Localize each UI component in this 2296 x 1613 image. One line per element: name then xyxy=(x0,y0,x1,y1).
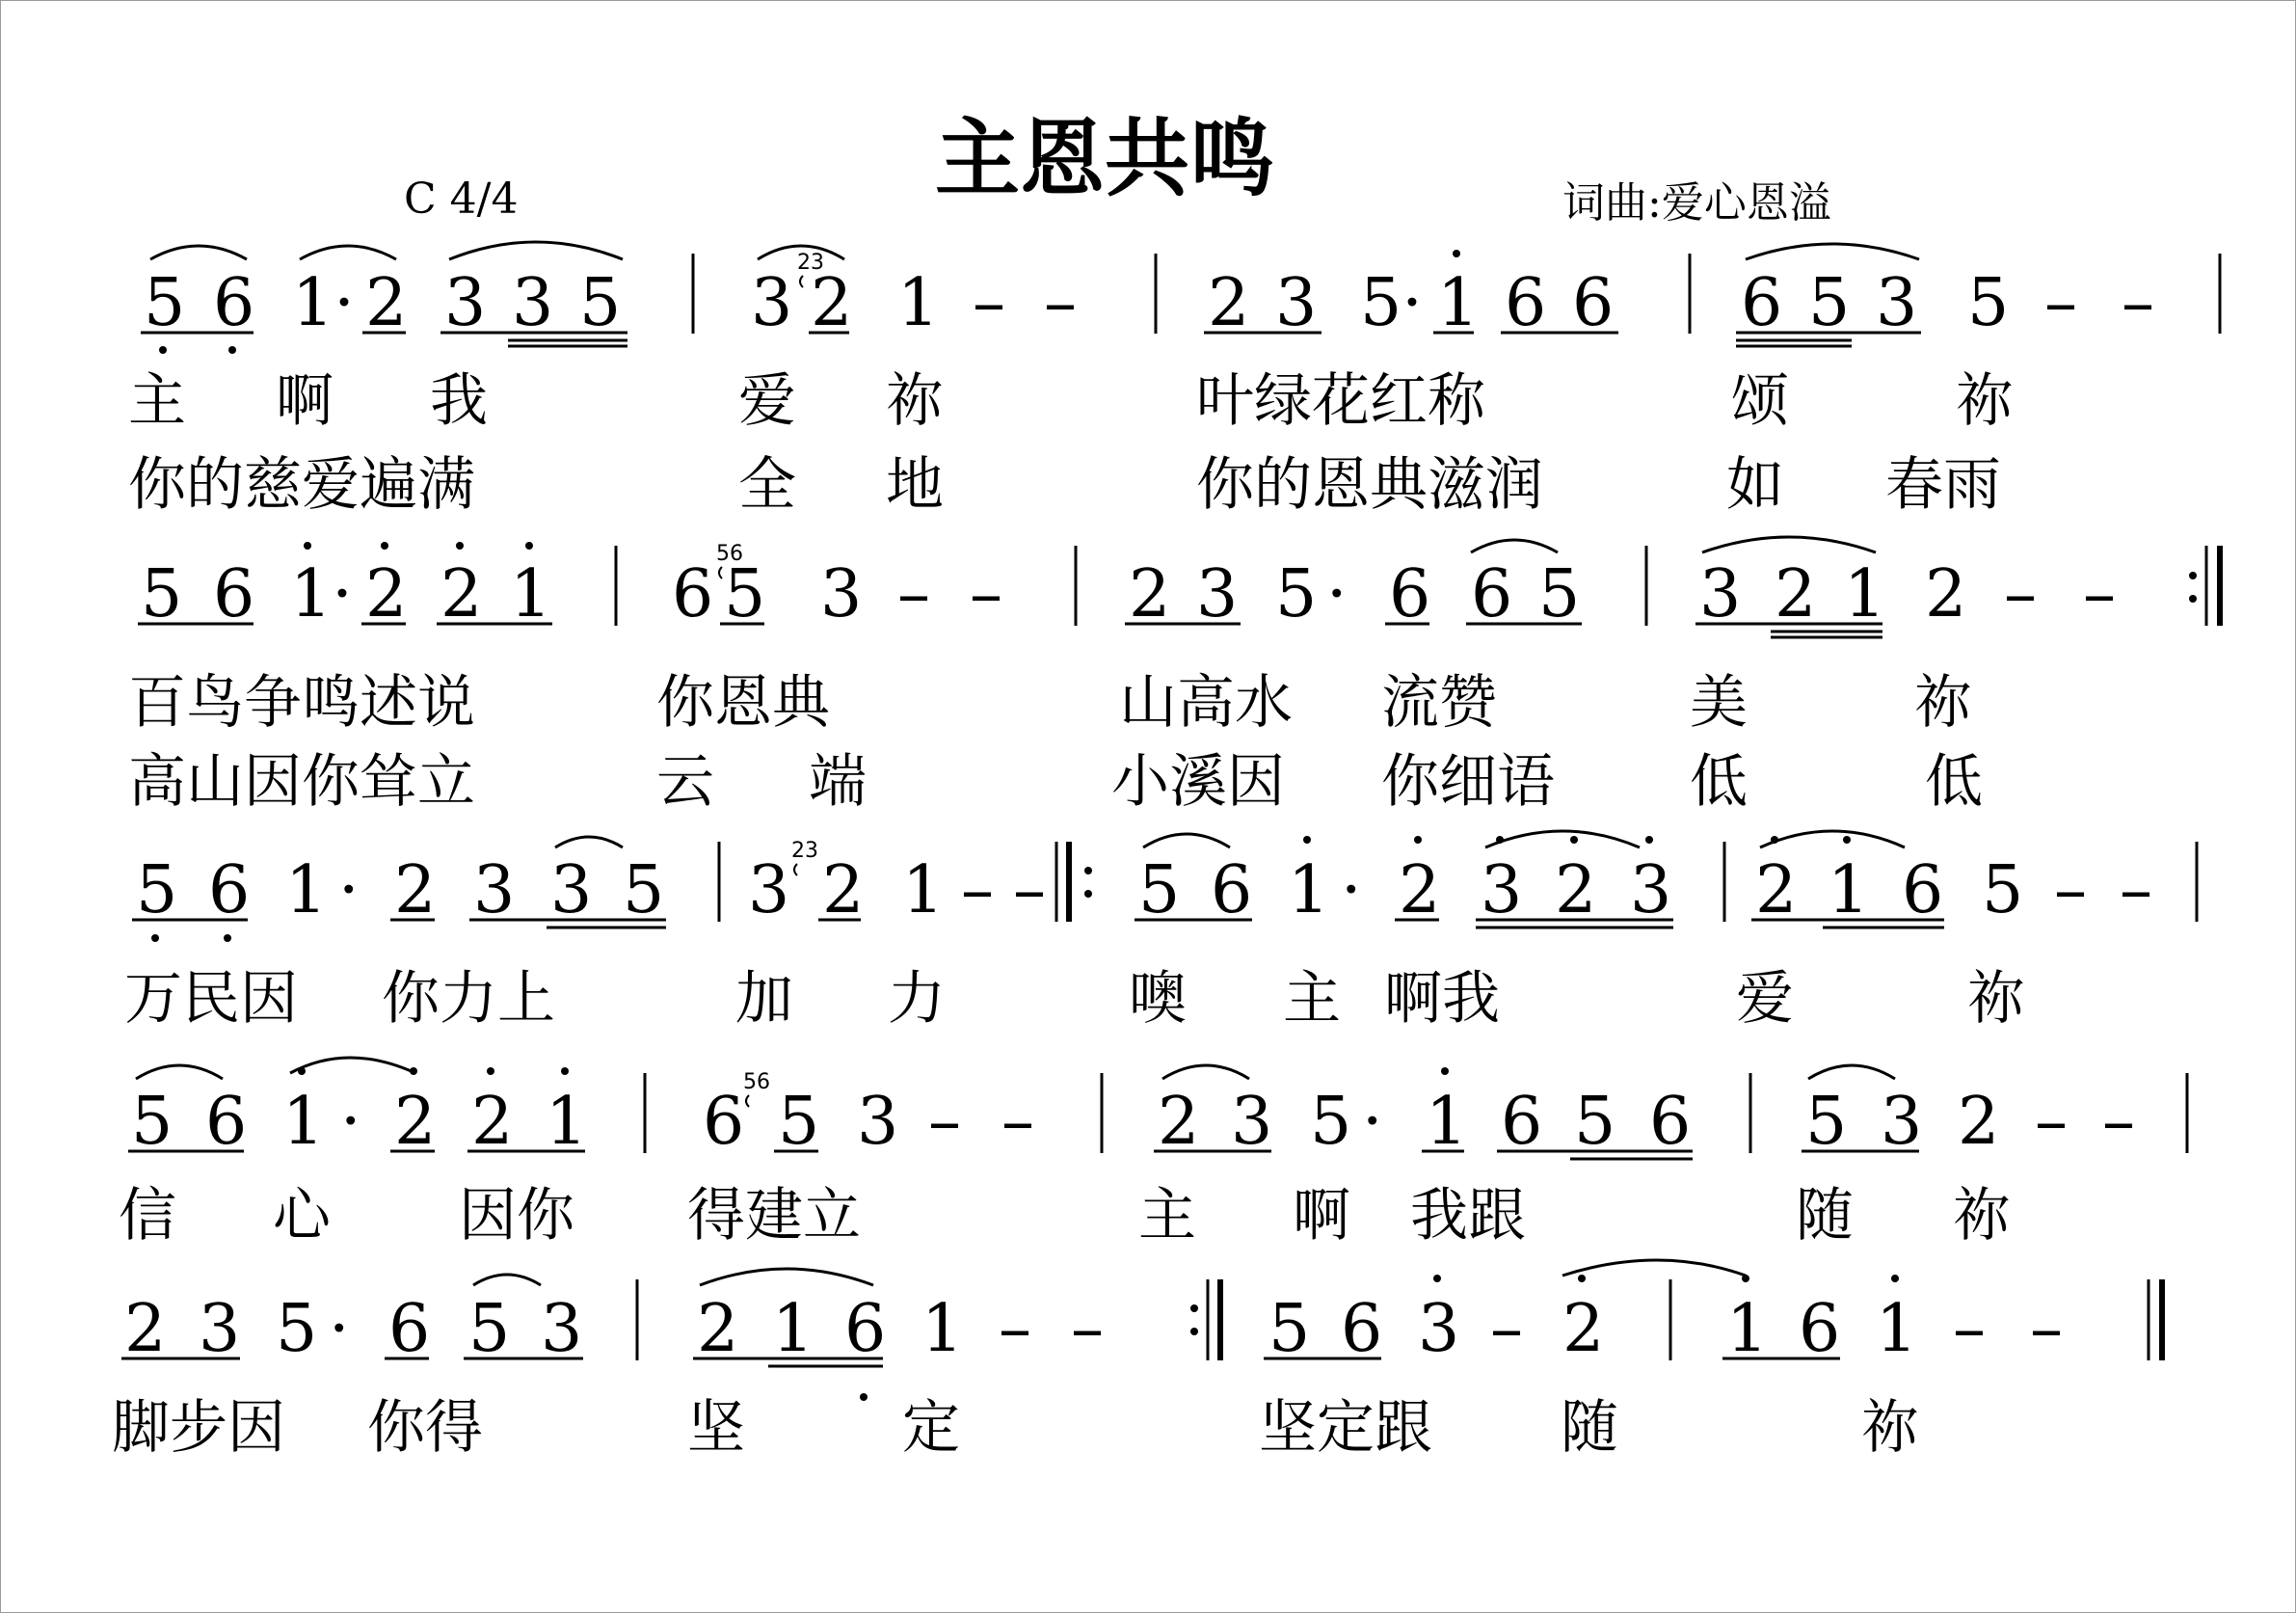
svg-text:–: – xyxy=(2004,556,2037,632)
svg-text:6: 6 xyxy=(703,1084,745,1160)
page-title: 主恩共鸣 xyxy=(934,108,1275,208)
svg-text:2: 2 xyxy=(394,852,437,928)
svg-text:–: – xyxy=(1044,265,1077,341)
svg-text:你的恩典滋润: 你的恩典滋润 xyxy=(1196,451,1543,519)
svg-text:全: 全 xyxy=(738,451,796,519)
svg-text:主: 主 xyxy=(128,367,186,435)
lyrics-row-5 xyxy=(112,1394,1919,1462)
svg-text:23: 23 xyxy=(797,251,824,275)
svg-text:美: 美 xyxy=(1690,669,1748,737)
svg-text:2: 2 xyxy=(1399,852,1441,928)
svg-text:2: 2 xyxy=(1755,852,1798,928)
svg-text:主: 主 xyxy=(1138,1182,1196,1250)
svg-text:1·: 1· xyxy=(292,265,355,341)
svg-text:低: 低 xyxy=(1925,748,1983,816)
svg-text:我: 我 xyxy=(430,367,488,435)
svg-text:2: 2 xyxy=(1129,556,1171,632)
svg-text:地: 地 xyxy=(886,451,944,519)
svg-text:2: 2 xyxy=(471,1084,514,1160)
svg-text:5: 5 xyxy=(623,852,665,928)
svg-text:祢: 祢 xyxy=(886,367,944,435)
lyrics-row-1a xyxy=(128,367,2014,435)
svg-text:祢: 祢 xyxy=(1914,669,1972,737)
svg-text:5: 5 xyxy=(1808,265,1851,341)
svg-text:5: 5 xyxy=(724,556,766,632)
svg-text:如: 如 xyxy=(1726,451,1784,519)
svg-text:2: 2 xyxy=(1958,1084,2000,1160)
svg-text:56: 56 xyxy=(743,1070,770,1094)
svg-text:–: – xyxy=(2044,265,2077,341)
svg-text:–: – xyxy=(2122,265,2154,341)
svg-text:1: 1 xyxy=(897,265,940,341)
svg-text:–: – xyxy=(1953,1291,1986,1367)
system-5 xyxy=(112,1260,2162,1462)
svg-text:5: 5 xyxy=(131,1084,174,1160)
lyrics-row-4 xyxy=(119,1182,2011,1250)
svg-text:5: 5 xyxy=(136,852,178,928)
svg-text:23: 23 xyxy=(791,839,818,863)
svg-text:因你: 因你 xyxy=(459,1182,574,1250)
svg-text:云: 云 xyxy=(656,748,714,816)
lyrics-row-3 xyxy=(124,965,2025,1033)
svg-text:定: 定 xyxy=(902,1394,960,1462)
svg-text:1: 1 xyxy=(1828,852,1870,928)
system-2 xyxy=(128,537,2220,816)
svg-text:1: 1 xyxy=(772,1291,814,1367)
svg-text:–: – xyxy=(2035,1084,2068,1160)
svg-text:祢: 祢 xyxy=(1967,965,2025,1033)
svg-text:–: – xyxy=(970,556,1002,632)
svg-text:5: 5 xyxy=(778,1084,820,1160)
svg-text:·: · xyxy=(1341,852,1362,928)
svg-text:主: 主 xyxy=(1283,965,1341,1033)
svg-text:啊: 啊 xyxy=(276,367,334,435)
svg-text:–: – xyxy=(1071,1291,1104,1367)
svg-text:2: 2 xyxy=(697,1291,739,1367)
svg-text:1·: 1· xyxy=(290,556,353,632)
svg-text:·: · xyxy=(1326,556,1348,632)
svg-text:你的慈爱遍满: 你的慈爱遍满 xyxy=(128,451,475,519)
svg-text:6: 6 xyxy=(1741,265,1783,341)
svg-text:–: – xyxy=(1490,1291,1523,1367)
svg-text:你恩典: 你恩典 xyxy=(656,669,830,737)
svg-text:1: 1 xyxy=(921,1291,964,1367)
svg-text:山高水: 山高水 xyxy=(1119,669,1293,737)
svg-text:春雨: 春雨 xyxy=(1885,451,2001,519)
svg-text:流赞: 流赞 xyxy=(1381,669,1497,737)
svg-text:叶绿花红称: 叶绿花红称 xyxy=(1196,367,1485,435)
system-4 xyxy=(119,1058,2187,1250)
svg-text:6: 6 xyxy=(1471,556,1513,632)
lyrics-row-2a xyxy=(128,669,1972,737)
svg-text:6: 6 xyxy=(1572,265,1615,341)
svg-text:5: 5 xyxy=(1538,556,1581,632)
svg-text:2: 2 xyxy=(1562,1291,1605,1367)
svg-text:6: 6 xyxy=(1501,1084,1543,1160)
svg-text:万民因: 万民因 xyxy=(124,965,298,1033)
svg-text:1: 1 xyxy=(1726,1291,1769,1367)
svg-text:爱: 爱 xyxy=(738,367,796,435)
svg-text:3: 3 xyxy=(550,852,593,928)
svg-text:1: 1 xyxy=(546,1084,588,1160)
svg-text:1: 1 xyxy=(1437,265,1480,341)
note-row-1 xyxy=(144,265,2154,341)
svg-text:6: 6 xyxy=(1649,1084,1692,1160)
svg-text:6: 6 xyxy=(844,1291,887,1367)
svg-text:1: 1 xyxy=(282,1084,325,1160)
svg-text:2: 2 xyxy=(1775,556,1817,632)
note-row-4 xyxy=(131,1084,2135,1160)
svg-text:1: 1 xyxy=(1876,1291,1918,1367)
svg-text:啊我: 啊我 xyxy=(1384,965,1500,1033)
svg-text:–: – xyxy=(897,556,930,632)
svg-text:小溪因: 小溪因 xyxy=(1111,748,1285,816)
svg-text:6: 6 xyxy=(205,1084,248,1160)
svg-text:–: – xyxy=(1001,1084,1034,1160)
svg-text:心: 心 xyxy=(273,1182,331,1250)
svg-text:6: 6 xyxy=(1341,1291,1383,1367)
svg-text:6: 6 xyxy=(672,556,714,632)
svg-text:3: 3 xyxy=(512,265,554,341)
svg-text:5: 5 xyxy=(468,1291,511,1367)
svg-text:–: – xyxy=(1013,852,1046,928)
svg-text:脚步因: 脚步因 xyxy=(112,1394,285,1462)
svg-text:你力上: 你力上 xyxy=(382,965,555,1033)
svg-text:3: 3 xyxy=(1196,556,1239,632)
svg-text:我跟: 我跟 xyxy=(1410,1182,1526,1250)
svg-text:6: 6 xyxy=(213,556,255,632)
note-row-5 xyxy=(124,1291,2063,1367)
svg-text:–: – xyxy=(999,1291,1031,1367)
svg-text:5: 5 xyxy=(141,556,183,632)
svg-text:3: 3 xyxy=(1876,265,1918,341)
svg-text:–: – xyxy=(2102,1084,2135,1160)
svg-text:5·: 5· xyxy=(1360,265,1423,341)
svg-text:6: 6 xyxy=(1902,852,1944,928)
svg-text:5: 5 xyxy=(144,265,186,341)
svg-text:端: 端 xyxy=(809,748,867,816)
svg-text:5: 5 xyxy=(1805,1084,1848,1160)
svg-text:5: 5 xyxy=(1982,852,2024,928)
svg-text:1: 1 xyxy=(902,852,945,928)
svg-text:3: 3 xyxy=(473,852,516,928)
svg-text:2: 2 xyxy=(811,265,853,341)
svg-text:2: 2 xyxy=(1158,1084,1200,1160)
key-signature: C 4/4 xyxy=(404,175,519,224)
svg-text:1: 1 xyxy=(1426,1084,1468,1160)
svg-text:·: · xyxy=(338,852,360,928)
svg-text:3: 3 xyxy=(820,556,863,632)
svg-text:2: 2 xyxy=(394,1084,437,1160)
svg-text:6: 6 xyxy=(1505,265,1547,341)
svg-text:1: 1 xyxy=(1844,556,1886,632)
svg-text:啊: 啊 xyxy=(1293,1182,1350,1250)
svg-text:随: 随 xyxy=(1561,1394,1618,1462)
svg-text:3: 3 xyxy=(1231,1084,1273,1160)
svg-text:你得: 你得 xyxy=(367,1394,483,1462)
svg-text:3: 3 xyxy=(751,265,793,341)
svg-text:5: 5 xyxy=(579,265,622,341)
svg-text:3: 3 xyxy=(1481,852,1523,928)
svg-text:坚: 坚 xyxy=(687,1394,745,1462)
svg-text:·: · xyxy=(340,1084,361,1160)
svg-text:爱: 爱 xyxy=(1736,965,1794,1033)
svg-text:1: 1 xyxy=(510,556,552,632)
svg-text:5: 5 xyxy=(276,1291,318,1367)
svg-text:2: 2 xyxy=(1208,265,1250,341)
svg-text:3: 3 xyxy=(748,852,790,928)
svg-text:低: 低 xyxy=(1690,748,1748,816)
author-credit: 词曲:爱心恩溢 xyxy=(1562,178,1831,228)
svg-text:2: 2 xyxy=(441,556,483,632)
svg-text:2: 2 xyxy=(365,265,408,341)
svg-text:6: 6 xyxy=(1389,556,1431,632)
svg-text:5: 5 xyxy=(1967,265,2010,341)
svg-text:–: – xyxy=(2054,852,2087,928)
svg-text:3: 3 xyxy=(1699,556,1742,632)
svg-text:3: 3 xyxy=(1881,1084,1923,1160)
svg-text:–: – xyxy=(2120,852,2152,928)
svg-text:3: 3 xyxy=(1630,852,1672,928)
svg-text:噢: 噢 xyxy=(1129,965,1187,1033)
note-row-2 xyxy=(141,556,2116,632)
svg-text:·: · xyxy=(329,1291,350,1367)
svg-text:6: 6 xyxy=(213,265,255,341)
svg-text:2: 2 xyxy=(124,1291,167,1367)
svg-text:5: 5 xyxy=(1310,1084,1352,1160)
svg-text:·: · xyxy=(1362,1084,1383,1160)
lyrics-row-2b xyxy=(128,748,1983,816)
svg-text:得建立: 得建立 xyxy=(687,1182,861,1250)
svg-text:2: 2 xyxy=(822,852,865,928)
svg-text:5: 5 xyxy=(1275,556,1318,632)
svg-text:–: – xyxy=(973,265,1005,341)
svg-text:5: 5 xyxy=(1574,1084,1616,1160)
svg-text:1: 1 xyxy=(1288,852,1330,928)
svg-text:5: 5 xyxy=(1138,852,1181,928)
svg-text:信: 信 xyxy=(119,1182,176,1250)
svg-text:你细语: 你细语 xyxy=(1381,748,1555,816)
lyrics-row-1b xyxy=(128,451,2001,519)
svg-text:颂: 颂 xyxy=(1731,367,1789,435)
svg-text:加: 加 xyxy=(735,965,793,1033)
svg-text:6: 6 xyxy=(388,1291,431,1367)
note-row-3 xyxy=(136,852,2152,928)
svg-text:3: 3 xyxy=(1275,265,1318,341)
svg-text:3: 3 xyxy=(199,1291,241,1367)
system-1 xyxy=(128,242,2220,519)
svg-text:2: 2 xyxy=(1925,556,1967,632)
svg-text:2: 2 xyxy=(1555,852,1597,928)
svg-text:力: 力 xyxy=(888,965,946,1033)
svg-text:祢: 祢 xyxy=(1953,1182,2011,1250)
svg-text:随: 随 xyxy=(1796,1182,1854,1250)
svg-text:祢: 祢 xyxy=(1861,1394,1919,1462)
svg-text:–: – xyxy=(961,852,994,928)
numbered-score xyxy=(1,1,2295,1612)
svg-text:1: 1 xyxy=(285,852,328,928)
svg-text:百鸟争鸣述说: 百鸟争鸣述说 xyxy=(128,669,475,737)
svg-text:3: 3 xyxy=(857,1084,899,1160)
svg-text:6: 6 xyxy=(1211,852,1253,928)
svg-text:2: 2 xyxy=(365,556,408,632)
svg-text:6: 6 xyxy=(1799,1291,1841,1367)
svg-text:3: 3 xyxy=(541,1291,583,1367)
svg-text:–: – xyxy=(2030,1291,2063,1367)
svg-text:6: 6 xyxy=(208,852,251,928)
svg-text:–: – xyxy=(2083,556,2116,632)
svg-text:56: 56 xyxy=(716,542,743,566)
svg-text:3: 3 xyxy=(1418,1291,1460,1367)
system-3 xyxy=(124,831,2197,1033)
svg-text:高山因你耸立: 高山因你耸立 xyxy=(128,748,475,816)
svg-text:坚定跟: 坚定跟 xyxy=(1259,1394,1432,1462)
svg-text:祢: 祢 xyxy=(1956,367,2014,435)
svg-text:3: 3 xyxy=(444,265,487,341)
svg-text:5: 5 xyxy=(1268,1291,1311,1367)
svg-text:–: – xyxy=(928,1084,961,1160)
